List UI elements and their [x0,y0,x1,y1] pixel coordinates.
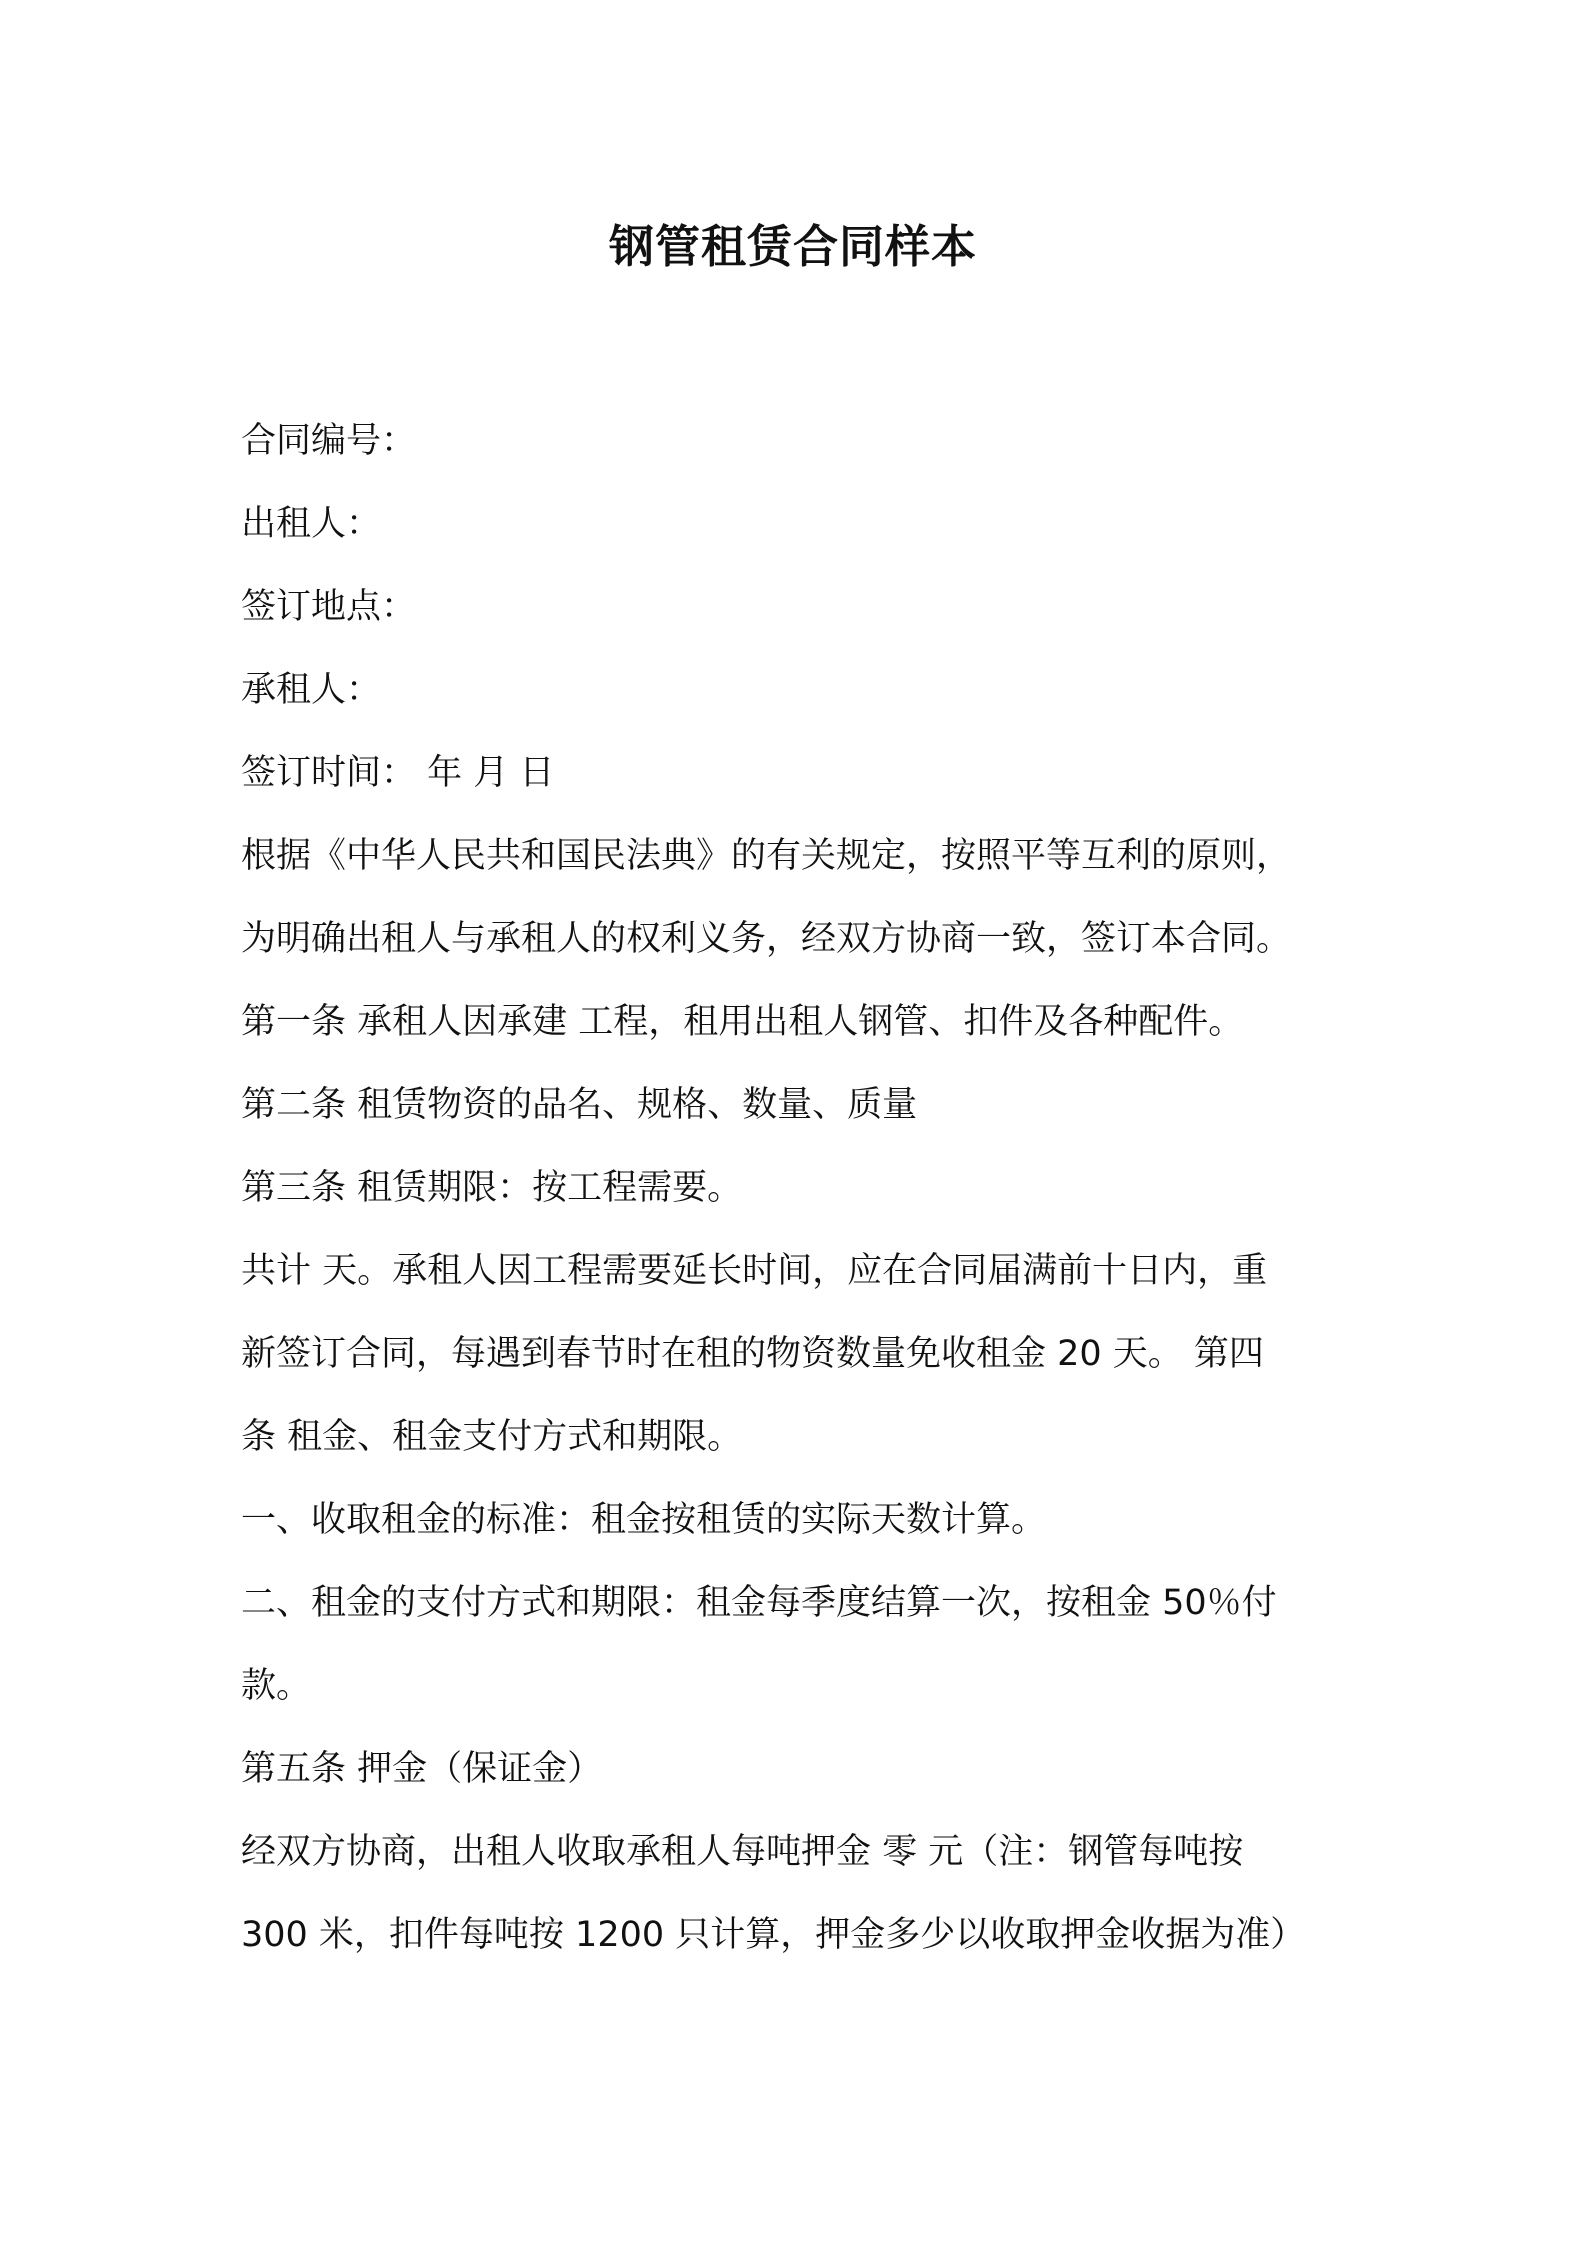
article-2-line: 第二条 租赁物资的品名、规格、数量、质量 [241,1085,918,1125]
lessor-line: 出租人： [241,504,382,544]
rent-standard-line: 一、收取租金的标准：租金按租赁的实际天数计算。 [241,1500,1047,1540]
signing-place-line: 签订地点： [241,587,417,627]
term-line-2: 新签订合同，每遇到春节时在租的物资数量免收租金 20 天。 第四 [241,1334,1264,1374]
document-body [241,400,1366,1977]
rent-payment-line-1: 二、租金的支付方式和期限：租金每季度结算一次，按租金 50％付 [241,1583,1277,1623]
article-1-line: 第一条 承租人因承建 工程，租用出租人钢管、扣件及各种配件。 [241,1002,1244,1042]
deposit-line-1: 经双方协商，出租人收取承租人每吨押金 零 元（注：钢管每吨按 [241,1832,1244,1872]
article-5-line: 第五条 押金（保证金） [241,1749,603,1789]
document-title: 钢管租赁合同样本 [608,220,977,273]
preamble-line-2: 为明确出租人与承租人的权利义务，经双方协商一致，签订本合同。 [241,919,1292,959]
signing-date-line: 签订时间： 年 月 日 [241,753,555,793]
contract-number-line: 合同编号： [241,421,417,461]
rent-payment-line-2: 款。 [241,1666,312,1706]
deposit-line-2: 300 米，扣件每吨按 1200 只计算，押金多少以收取押金收据为准） [241,1915,1306,1955]
term-line-1: 共计 天。承租人因工程需要延长时间，应在合同届满前十日内，重 [241,1251,1268,1291]
article-3-line: 第三条 租赁期限：按工程需要。 [241,1168,743,1208]
lessee-line: 承租人： [241,670,382,710]
article-4-line: 条 租金、租金支付方式和期限。 [241,1417,743,1457]
preamble-line-1: 根据《中华人民共和国民法典》的有关规定，按照平等互利的原则， [241,836,1292,876]
